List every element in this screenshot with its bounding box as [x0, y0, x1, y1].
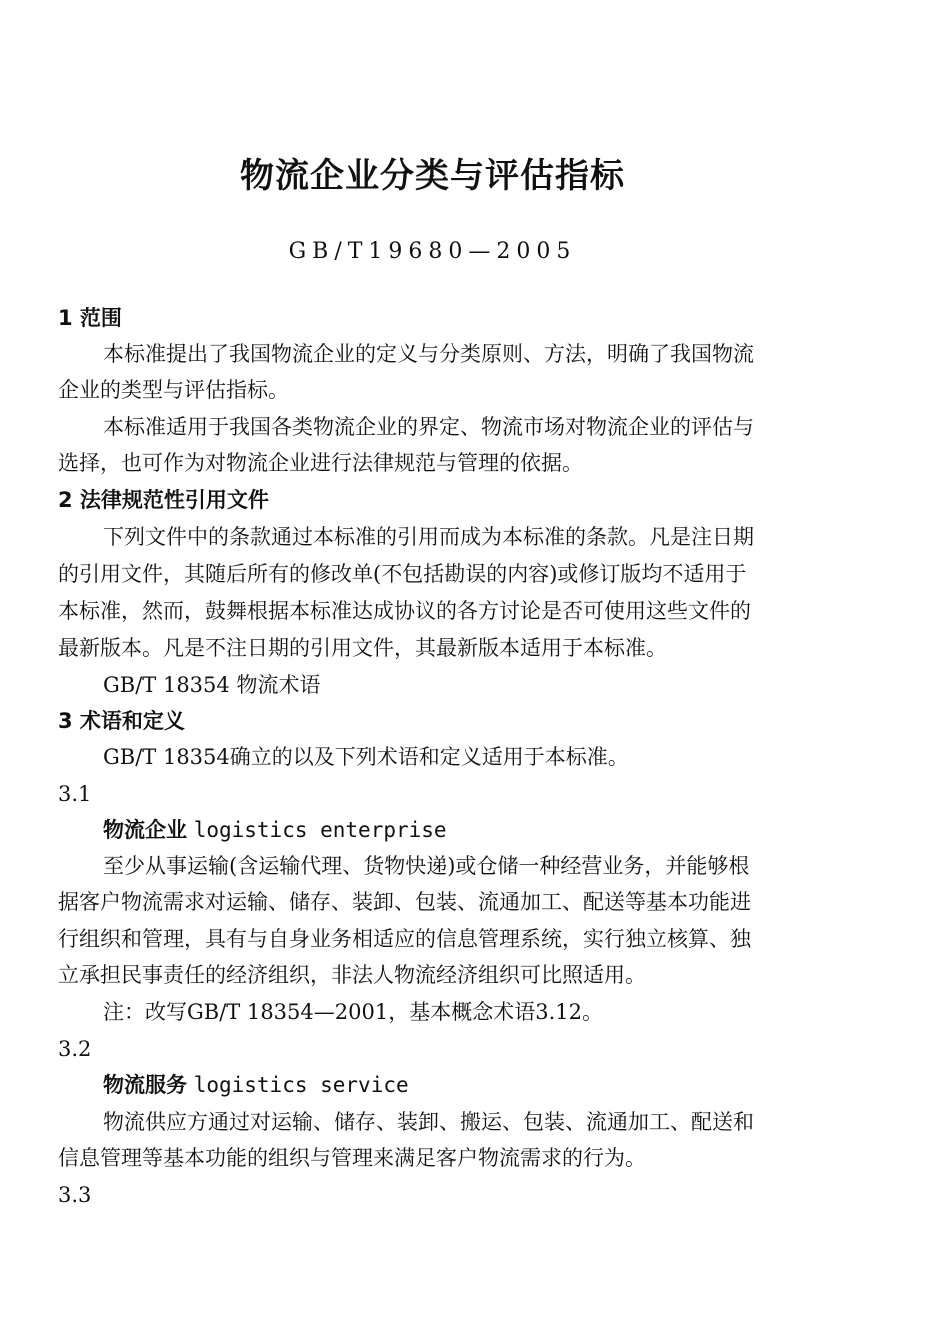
paragraph-line: 最新版本。凡是不注日期的引用文件，其最新版本适用于本标准。 — [58, 636, 667, 660]
paragraph-line: GB/T 18354确立的以及下列术语和定义适用于本标准。 — [103, 745, 629, 769]
paragraph-line: 信息管理等基本功能的组织与管理来满足客户物流需求的行为。 — [58, 1146, 646, 1170]
standard-code: GB/T19680—2005 — [288, 239, 577, 264]
paragraph-line: 本标准适用于我国各类物流企业的界定、物流市场对物流企业的评估与 — [103, 415, 754, 439]
paragraph-line: 据客户物流需求对运输、储存、装卸、包装、流通加工、配送等基本功能进 — [58, 890, 751, 914]
section-3-heading: 3 术语和定义 — [58, 709, 185, 733]
paragraph-line: 选择，也可作为对物流企业进行法律规范与管理的依据。 — [58, 451, 583, 475]
term-english: logistics service — [193, 1073, 409, 1097]
document-title: 物流企业分类与评估指标 — [240, 156, 625, 196]
paragraph-line: 物流供应方通过对运输、储存、装卸、搬运、包装、流通加工、配送和 — [103, 1110, 754, 1134]
term-heading — [103, 1067, 409, 1103]
paragraph-line: 下列文件中的条款通过本标准的引用而成为本标准的条款。凡是注日期 — [103, 525, 754, 549]
paragraph-line: 的引用文件，其随后所有的修改单(不包括勘误的内容)或修订版均不适用于 — [58, 562, 747, 586]
note-line: 注：改写GB/T 18354—2001，基本概念术语3.12。 — [103, 1000, 603, 1024]
paragraph-line: 本标准提出了我国物流企业的定义与分类原则、方法，明确了我国物流 — [103, 342, 754, 366]
reference-item: GB/T 18354 物流术语 — [103, 673, 321, 697]
term-chinese: 物流企业 — [103, 818, 187, 842]
term-heading — [103, 812, 447, 848]
clause-number: 3.3 — [58, 1183, 92, 1207]
paragraph-line: 本标准，然而，鼓舞根据本标准达成协议的各方讨论是否可使用这些文件的 — [58, 599, 751, 623]
clause-number: 3.2 — [58, 1037, 92, 1061]
term-chinese: 物流服务 — [103, 1073, 187, 1097]
section-2-heading: 2 法律规范性引用文件 — [58, 488, 269, 512]
section-1-heading: 1 范围 — [58, 306, 122, 330]
term-english: logistics enterprise — [193, 818, 447, 842]
paragraph-line: 至少从事运输(含运输代理、货物快递)或仓储一种经营业务，并能够根 — [103, 854, 750, 878]
paragraph-line: 立承担民事责任的经济组织，非法人物流经济组织可比照适用。 — [58, 963, 646, 987]
paragraph-line: 行组织和管理，具有与自身业务相适应的信息管理系统，实行独立核算、独 — [58, 927, 751, 951]
paragraph-line: 企业的类型与评估指标。 — [58, 378, 289, 402]
clause-number: 3.1 — [58, 782, 92, 806]
